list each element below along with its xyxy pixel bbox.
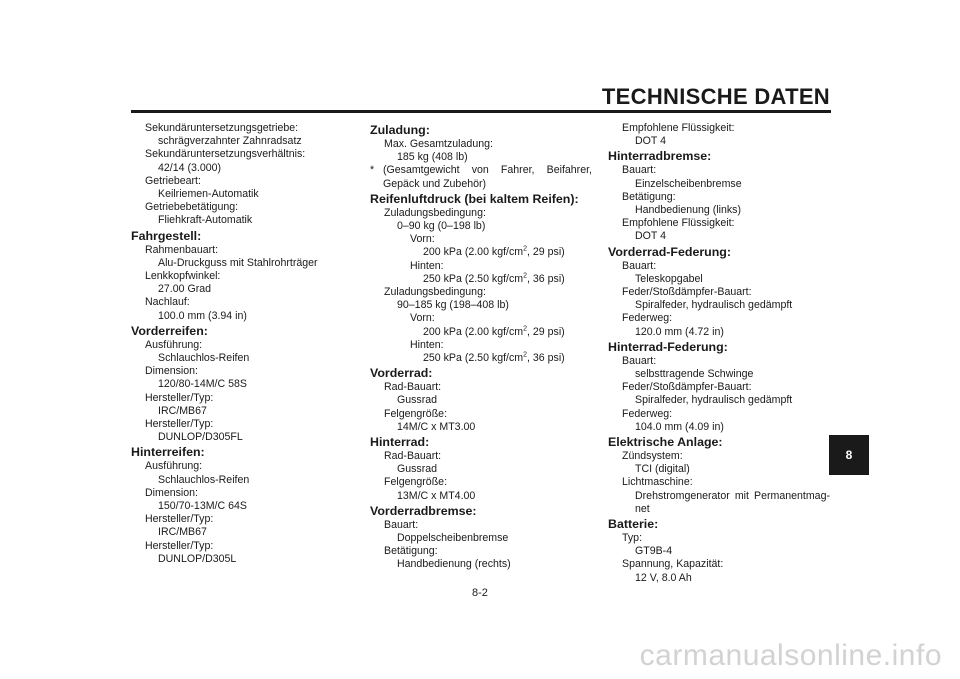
superscript: 2 [523,272,528,280]
footnote-asterisk: * [370,164,375,177]
spec-label: Hersteller/Typ: [145,391,214,404]
section-heading-vorderrad: Vorderrad: [370,366,433,381]
spec-value: Einzelscheibenbremse [635,177,742,190]
spec-sublabel: Vorn: [410,233,435,246]
spec-value: Fliehkraft-Automatik [158,214,253,227]
spec-label: Rad-Bauart: [384,450,442,463]
spec-value: Spiralfeder, hydraulisch gedämpft [635,394,793,407]
section-heading-zuladung: Zuladung: [370,123,430,137]
section-heading-fahrgestell: Fahrgestell: [131,228,202,243]
spec-label: Empfohlene Flüssigkeit: [622,217,735,230]
spec-value [370,246,592,259]
spec-label: Getriebeart: [145,174,201,187]
spec-value: 150/70-13M/C 64S [158,500,247,513]
spec-value [370,273,592,286]
spec-value: Doppelscheibenbremse [397,532,509,545]
spec-label: Zündsystem: [622,450,683,463]
spec-value: IRC/MB67 [158,404,207,417]
spec-label: Hersteller/Typ: [145,418,214,431]
spec-column-3 [608,122,830,585]
spec-sublabel: Hinten: [410,259,444,272]
spec-label: Zuladungsbedingung: [384,286,486,299]
section-heading-vorderradbremse: Vorderradbremse: [370,503,477,518]
spec-label: Felgengröße: [384,407,448,420]
spec-value: 42/14 (3.000) [158,161,222,174]
pressure-text: , 36 psi) [527,352,565,365]
spec-label: Feder/Stoßdämpfer-Bauart: [622,286,752,299]
spec-value: 0–90 kg (0–198 lb) [397,220,486,233]
spec-value: 120/80-14M/C 58S [158,378,247,391]
spec-value: selbsttragende Schwinge [635,368,754,381]
spec-sublabel: Vorn: [410,312,435,325]
spec-value: DUNLOP/D305FL [158,431,243,444]
spec-value: 90–185 kg (198–408 lb) [397,299,509,312]
spec-value: Gussrad [397,463,438,476]
spec-value: Spiralfeder, hydraulisch gedämpft [635,299,793,312]
spec-value: DOT 4 [635,135,667,148]
spec-column-2 [370,122,592,572]
spec-sublabel: Hinten: [410,338,444,351]
superscript: 2 [523,351,528,359]
spec-value: DOT 4 [635,230,667,243]
watermark: carmanualsonline.info [639,639,942,672]
spec-value: IRC/MB67 [158,526,207,539]
spec-label: Bauart: [622,164,657,177]
spec-value: DUNLOP/D305L [158,552,237,565]
spec-label: Bauart: [622,354,657,367]
pressure-text: , 36 psi) [527,272,565,285]
spec-value: schrägverzahnter Zahnradsatz [158,135,302,148]
spec-value [370,352,592,365]
section-heading-hinterrad-federung: Hinterrad-Federung: [608,339,728,354]
section-heading-hinterreifen: Hinterreifen: [131,445,205,460]
footnote [370,164,592,190]
spec-label: Nachlauf: [145,296,190,309]
spec-label: Feder/Stoßdämpfer-Bauart: [622,381,752,394]
spec-value: Schlauchlos-Reifen [158,352,250,365]
spec-label: Hersteller/Typ: [145,513,214,526]
spec-label: Rad-Bauart: [384,381,442,394]
spec-value: 185 kg (408 lb) [397,151,468,164]
spec-value: 120.0 mm (4.72 in) [635,325,724,338]
spec-value [370,326,592,339]
section-heading-batterie: Batterie: [608,517,659,532]
spec-label: Bauart: [622,259,657,272]
pressure-text: 200 kPa (2.00 kgf/cm [423,246,524,259]
pressure-text: 200 kPa (2.00 kgf/cm [423,325,524,338]
spec-label: Dimension: [145,365,198,378]
spec-label: Max. Gesamtzuladung: [384,138,493,150]
spec-label: Getriebebetätigung: [145,201,239,214]
page-number: 8-2 [472,587,488,599]
spec-label: Hersteller/Typ: [145,539,214,552]
spec-label: Lichtmaschine: [622,476,693,489]
spec-label: Spannung, Kapazität: [622,558,724,571]
spec-value: Handbedienung (links) [635,204,742,217]
spec-label: Lenkkopfwinkel: [145,270,221,283]
section-heading-vorderreifen: Vorderreifen: [131,323,208,338]
spec-value: TCI (digital) [635,463,690,476]
spec-label: Sekundäruntersetzungsverhältnis: [145,148,306,161]
spec-label: Rahmenbauart: [145,243,219,256]
pressure-text: , 29 psi) [527,325,565,338]
spec-value: 13M/C x MT4.00 [397,489,476,502]
spec-label: Dimension: [145,486,198,499]
spec-label: Sekundäruntersetzungsgetriebe: [145,122,299,134]
spec-label: Typ: [622,532,643,545]
section-heading-reifenluftdruck: Reifenluftdruck (bei kaltem Reifen): [370,191,579,206]
spec-value: GT9B-4 [635,545,673,558]
spec-value: Gussrad [397,394,438,407]
section-heading-vorderrad-federung: Vorderrad-Federung: [608,244,731,259]
spec-value: 27.00 Grad [158,283,212,296]
spec-label: Ausführung: [145,338,203,351]
spec-label: Ausführung: [145,460,203,473]
spec-value: Handbedienung (rechts) [397,558,511,571]
spec-column-1 [131,122,331,566]
superscript: 2 [523,325,528,333]
spec-value: Alu-Druckguss mit Stahlrohrträger [158,256,318,269]
spec-value: 12 V, 8.0 Ah [635,571,692,584]
spec-label: Federweg: [622,407,673,420]
footnote-text: Gepäck und Zubehör) [383,177,487,190]
spec-value: Drehstromgenerator mit Permanentmag- [635,489,830,502]
spec-value: Keilriemen-Automatik [158,188,259,201]
spec-label: Zuladungsbedingung: [384,206,486,219]
spec-label: Empfohlene Flüssigkeit: [622,122,735,134]
pressure-text: 250 kPa (2.50 kgf/cm [423,352,524,365]
spec-label: Betätigung: [384,545,438,558]
footnote-text: (Gesamtgewicht von Fahrer, Beifahrer, [383,164,592,177]
spec-value: 14M/C x MT3.00 [397,420,476,433]
spec-value: Schlauchlos-Reifen [158,473,250,486]
section-heading-elektrische-anlage: Elektrische Anlage: [608,435,723,450]
superscript: 2 [523,245,528,253]
spec-label: Felgengröße: [384,476,448,489]
chapter-tab-marker: 8 [829,435,869,475]
spec-value: 104.0 mm (4.09 in) [635,420,724,433]
pressure-text: 250 kPa (2.50 kgf/cm [423,272,524,285]
spec-value: 100.0 mm (3.94 in) [158,309,247,322]
section-heading-hinterradbremse: Hinterradbremse: [608,149,712,164]
spec-label: Betätigung: [622,190,676,203]
page-title: TECHNISCHE DATEN [601,84,830,109]
spec-label: Federweg: [622,312,673,325]
title-rule [131,110,831,113]
spec-label: Bauart: [384,518,419,531]
spec-value: net [635,502,650,515]
section-heading-hinterrad: Hinterrad: [370,435,430,450]
pressure-text: , 29 psi) [527,246,565,259]
spec-value: Teleskopgabel [635,272,703,285]
